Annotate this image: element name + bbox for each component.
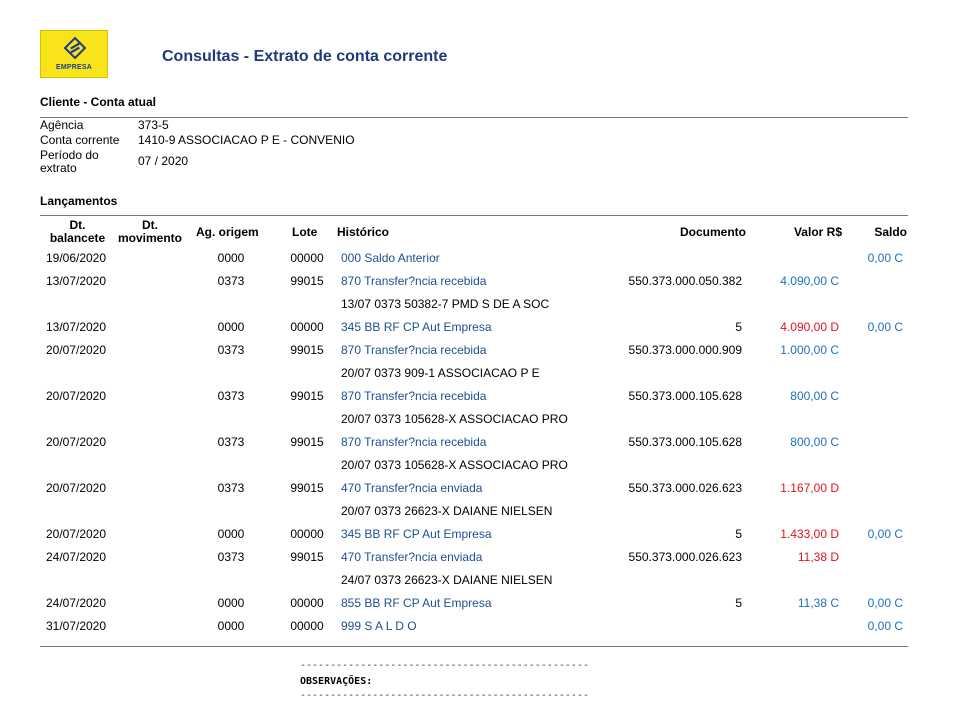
cell-ag-origem: 0000: [217, 251, 245, 265]
cell-documento: 550.373.000.105.628: [628, 389, 742, 403]
agencia-label: Agência: [40, 118, 84, 132]
cell-dt-balancete: 20/07/2020: [45, 527, 107, 541]
col-dt-movimento-line1: Dt.: [142, 218, 158, 232]
cell-lote: 00000: [290, 596, 324, 610]
cell-ag-origem: 0373: [217, 550, 245, 564]
cell-documento: 550.373.000.050.382: [628, 274, 742, 288]
cell-valor: 800,00 C: [790, 389, 839, 403]
footer-dashes-bottom: ------------------------------------------------: [300, 690, 589, 701]
cell-historico: 870 Transfer?ncia recebida: [341, 389, 487, 403]
cell-historico: 20/07 0373 909-1 ASSOCIACAO P E: [341, 366, 540, 380]
cell-valor: 11,38 C: [797, 596, 839, 610]
col-dt-balancete-line2: balancete: [49, 231, 106, 245]
col-saldo: Saldo: [874, 225, 907, 239]
observacoes-label: OBSERVAÇÕES:: [300, 676, 373, 687]
cell-dt-balancete: 20/07/2020: [45, 481, 107, 495]
col-dt-balancete-line1: Dt.: [69, 218, 86, 232]
cell-dt-balancete: 19/06/2020: [45, 251, 107, 265]
cell-ag-origem: 0000: [217, 596, 245, 610]
cell-ag-origem: 0373: [217, 274, 245, 288]
cell-ag-origem: 0000: [217, 619, 245, 633]
col-dt-movimento-line2: movimento: [117, 231, 182, 245]
cell-documento: 5: [735, 527, 742, 541]
lancamentos-divider: [40, 215, 908, 216]
cell-ag-origem: 0373: [217, 435, 245, 449]
cell-valor: 1.167,00 D: [780, 481, 839, 495]
lancamentos-section-title: Lançamentos: [40, 194, 118, 208]
cell-lote: 00000: [290, 527, 324, 541]
cell-lote: 99015: [290, 435, 324, 449]
col-valor: Valor R$: [793, 225, 842, 239]
cell-dt-balancete: 20/07/2020: [45, 435, 107, 449]
cell-valor: 1.433,00 D: [780, 527, 839, 541]
cell-lote: 00000: [290, 320, 324, 334]
col-historico: Histórico: [337, 225, 390, 239]
cell-historico: 000 Saldo Anterior: [341, 251, 440, 265]
bank-logo-icon: [64, 37, 86, 59]
cell-lote: 00000: [290, 619, 324, 633]
cell-historico: 345 BB RF CP Aut Empresa: [341, 527, 492, 541]
cliente-section-title: Cliente - Conta atual: [40, 95, 157, 109]
cell-documento: 550.373.000.000.909: [628, 343, 742, 357]
cell-documento: 550.373.000.026.623: [628, 550, 742, 564]
cell-saldo: 0,00 C: [867, 251, 903, 265]
cell-ag-origem: 0000: [217, 320, 245, 334]
cell-dt-balancete: 24/07/2020: [45, 550, 107, 564]
cell-lote: 99015: [290, 343, 324, 357]
cell-historico: 24/07 0373 26623-X DAIANE NIELSEN: [341, 573, 553, 587]
periodo-label-line2: extrato: [40, 161, 77, 175]
cell-historico: 999 S A L D O: [341, 619, 417, 633]
conta-value: 1410-9 ASSOCIACAO P E - CONVENIO: [138, 133, 355, 147]
cell-historico: 345 BB RF CP Aut Empresa: [341, 320, 492, 334]
cell-dt-balancete: 20/07/2020: [45, 389, 107, 403]
col-ag-origem: Ag. origem: [196, 225, 259, 239]
agencia-value: 373-5: [138, 118, 169, 132]
cell-dt-balancete: 13/07/2020: [45, 320, 107, 334]
cell-documento: 550.373.000.026.623: [628, 481, 742, 495]
cell-documento: 5: [735, 596, 742, 610]
cell-historico: 870 Transfer?ncia recebida: [341, 343, 487, 357]
table-bottom-divider: [40, 646, 908, 647]
cell-dt-balancete: 31/07/2020: [45, 619, 107, 633]
cell-valor: 11,38 D: [797, 550, 839, 564]
periodo-value: 07 / 2020: [138, 154, 189, 168]
cell-ag-origem: 0000: [217, 527, 245, 541]
col-lote: Lote: [292, 225, 318, 239]
cell-valor: 1.000,00 C: [780, 343, 839, 357]
cell-valor: 800,00 C: [790, 435, 839, 449]
col-dt-balancete: [40, 219, 115, 245]
cell-historico: 870 Transfer?ncia recebida: [341, 435, 487, 449]
cell-lote: 99015: [290, 274, 324, 288]
logo-text: EMPRESA: [55, 64, 93, 71]
cell-valor: 4.090,00 D: [780, 320, 839, 334]
conta-label: Conta corrente: [40, 133, 120, 147]
col-dt-movimento: [112, 219, 188, 245]
cell-dt-balancete: 24/07/2020: [45, 596, 107, 610]
cell-historico: 20/07 0373 105628-X ASSOCIACAO PRO: [341, 458, 568, 472]
cell-historico: 13/07 0373 50382-7 PMD S DE A SOC: [341, 297, 550, 311]
cell-saldo: 0,00 C: [867, 596, 903, 610]
page-title: Consultas - Extrato de conta corrente: [162, 48, 448, 65]
cell-historico: 20/07 0373 26623-X DAIANE NIELSEN: [341, 504, 553, 518]
cell-saldo: 0,00 C: [867, 619, 903, 633]
footer-dashes-top: ------------------------------------------------: [300, 660, 589, 671]
cell-saldo: 0,00 C: [867, 527, 903, 541]
cell-historico: 470 Transfer?ncia enviada: [341, 550, 483, 564]
periodo-label-line1: Período do: [40, 148, 99, 162]
cell-lote: 99015: [290, 389, 324, 403]
cell-documento: 5: [735, 320, 742, 334]
col-documento: Documento: [680, 225, 746, 239]
cell-historico: 20/07 0373 105628-X ASSOCIACAO PRO: [341, 412, 568, 426]
cliente-divider: [40, 117, 908, 118]
cell-ag-origem: 0373: [217, 481, 245, 495]
cell-historico: 870 Transfer?ncia recebida: [341, 274, 487, 288]
bank-logo: [40, 30, 108, 78]
periodo-label: [40, 149, 135, 175]
cell-historico: 855 BB RF CP Aut Empresa: [341, 596, 492, 610]
cell-documento: 550.373.000.105.628: [628, 435, 742, 449]
cell-dt-balancete: 20/07/2020: [45, 343, 107, 357]
cell-ag-origem: 0373: [217, 343, 245, 357]
cell-valor: 4.090,00 C: [780, 274, 839, 288]
cell-dt-balancete: 13/07/2020: [45, 274, 107, 288]
cell-ag-origem: 0373: [217, 389, 245, 403]
cell-saldo: 0,00 C: [867, 320, 903, 334]
cell-lote: 99015: [290, 550, 324, 564]
cell-historico: 470 Transfer?ncia enviada: [341, 481, 483, 495]
cell-lote: 00000: [290, 251, 324, 265]
cell-lote: 99015: [290, 481, 324, 495]
